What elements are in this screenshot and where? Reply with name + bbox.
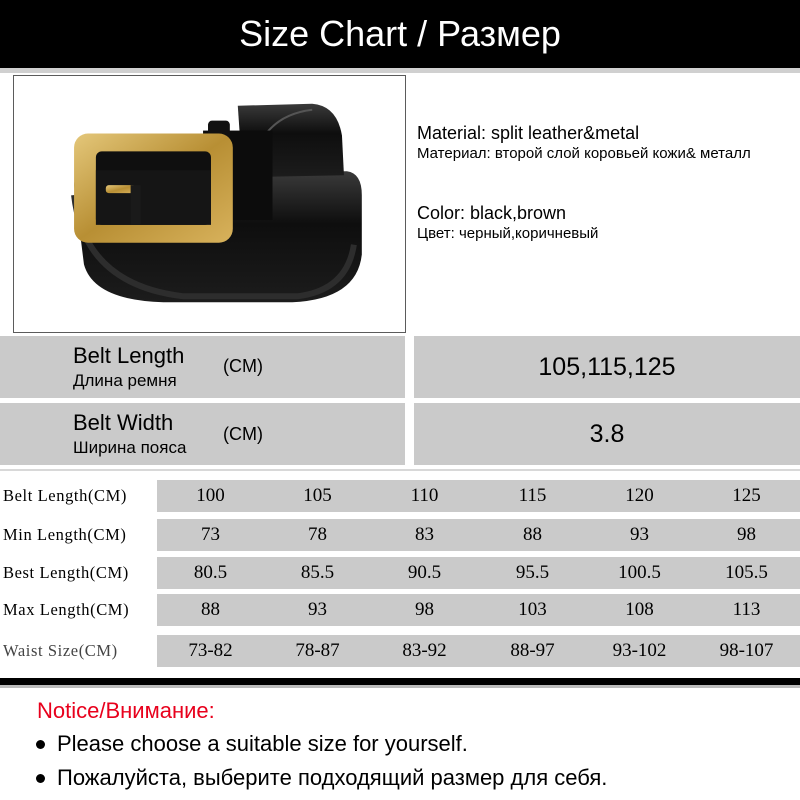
color-spec bbox=[417, 203, 797, 243]
bullet-icon bbox=[36, 740, 45, 749]
table-cell: 93-102 bbox=[612, 640, 667, 661]
belt-width-label-en: Belt Width bbox=[73, 410, 174, 435]
table-cell: 80.5 bbox=[193, 562, 228, 583]
belt-length-value: 105,115,125 bbox=[538, 353, 676, 381]
belt-length-label-ru: Длина ремня bbox=[73, 371, 177, 390]
table-cell: 90.5 bbox=[407, 562, 442, 583]
table-cell: 93 bbox=[308, 599, 327, 620]
row-label: Min Length(CM) bbox=[0, 519, 157, 551]
notice-divider-shadow bbox=[0, 685, 800, 688]
table-cell: 88 bbox=[523, 524, 542, 545]
notice-title: Notice/Внимание: bbox=[37, 698, 215, 723]
bullet-icon bbox=[36, 774, 45, 783]
material-en: Material: split leather&metal bbox=[417, 123, 640, 143]
table-cell: 113 bbox=[732, 599, 761, 620]
belt-width-label-ru: Ширина пояса bbox=[73, 438, 187, 457]
notice-item bbox=[36, 765, 607, 791]
table-cell: 100 bbox=[196, 485, 225, 506]
table-cell: 73 bbox=[201, 524, 220, 545]
table-cell: 105.5 bbox=[725, 562, 768, 583]
belt-length-unit: (CM) bbox=[223, 356, 263, 376]
row-label: Belt Length(CM) bbox=[0, 480, 157, 512]
notice-item bbox=[36, 731, 468, 757]
table-cell: 73-82 bbox=[188, 640, 233, 661]
notice-item-text: Пожалуйста, выберите подходящий размер для себя. bbox=[57, 765, 608, 790]
table-row bbox=[0, 635, 800, 667]
belt-length-value-cell bbox=[414, 336, 800, 398]
table-cell: 83-92 bbox=[402, 640, 447, 661]
table-cell: 85.5 bbox=[300, 562, 335, 583]
table-row bbox=[0, 519, 800, 551]
table-cell: 78 bbox=[308, 524, 327, 545]
table-cell: 115 bbox=[518, 485, 547, 506]
table-cell: 98 bbox=[737, 524, 756, 545]
table-cell: 88-97 bbox=[510, 640, 555, 661]
color-ru: Цвет: черный,коричневый bbox=[417, 225, 599, 242]
table-cell: 95.5 bbox=[515, 562, 550, 583]
material-ru: Материал: второй слой коровьей кожи& металл bbox=[417, 145, 751, 162]
product-photo bbox=[13, 75, 406, 333]
row-label: Max Length(CM) bbox=[0, 594, 157, 626]
page-title: Size Chart / Размер bbox=[239, 13, 561, 54]
table-cell: 120 bbox=[625, 485, 654, 506]
table-row bbox=[0, 557, 800, 589]
table-cell: 100.5 bbox=[618, 562, 661, 583]
table-row bbox=[0, 480, 800, 512]
belt-width-label-cell bbox=[0, 403, 405, 465]
notice-divider bbox=[0, 678, 800, 685]
header-divider bbox=[0, 68, 800, 73]
table-cell: 110 bbox=[410, 485, 439, 506]
table-cell: 98 bbox=[415, 599, 434, 620]
row-label: Waist Size(CM) bbox=[0, 635, 157, 667]
table-row bbox=[0, 594, 800, 626]
belt-width-value-cell bbox=[414, 403, 800, 465]
page-header bbox=[0, 0, 800, 68]
table-cell: 125 bbox=[732, 485, 761, 506]
belt-length-label-cell bbox=[0, 336, 405, 398]
table-cell: 78-87 bbox=[295, 640, 340, 661]
table-cell: 108 bbox=[625, 599, 654, 620]
notice-item-text: Please choose a suitable size for yourself. bbox=[57, 731, 468, 756]
table-cell: 103 bbox=[518, 599, 547, 620]
table-cell: 98-107 bbox=[719, 640, 774, 661]
table-cell: 93 bbox=[630, 524, 649, 545]
belt-length-label-en: Belt Length bbox=[73, 343, 185, 368]
table-cell: 105 bbox=[303, 485, 332, 506]
table-top-divider bbox=[0, 469, 800, 471]
color-en: Color: black,brown bbox=[417, 203, 567, 223]
table-cell: 88 bbox=[201, 599, 220, 620]
material-spec bbox=[417, 123, 797, 163]
belt-width-unit: (CM) bbox=[223, 424, 263, 444]
belt-photo-icon bbox=[14, 76, 405, 332]
belt-width-value: 3.8 bbox=[589, 420, 625, 448]
row-label: Best Length(CM) bbox=[0, 557, 157, 589]
table-cell: 83 bbox=[415, 524, 434, 545]
